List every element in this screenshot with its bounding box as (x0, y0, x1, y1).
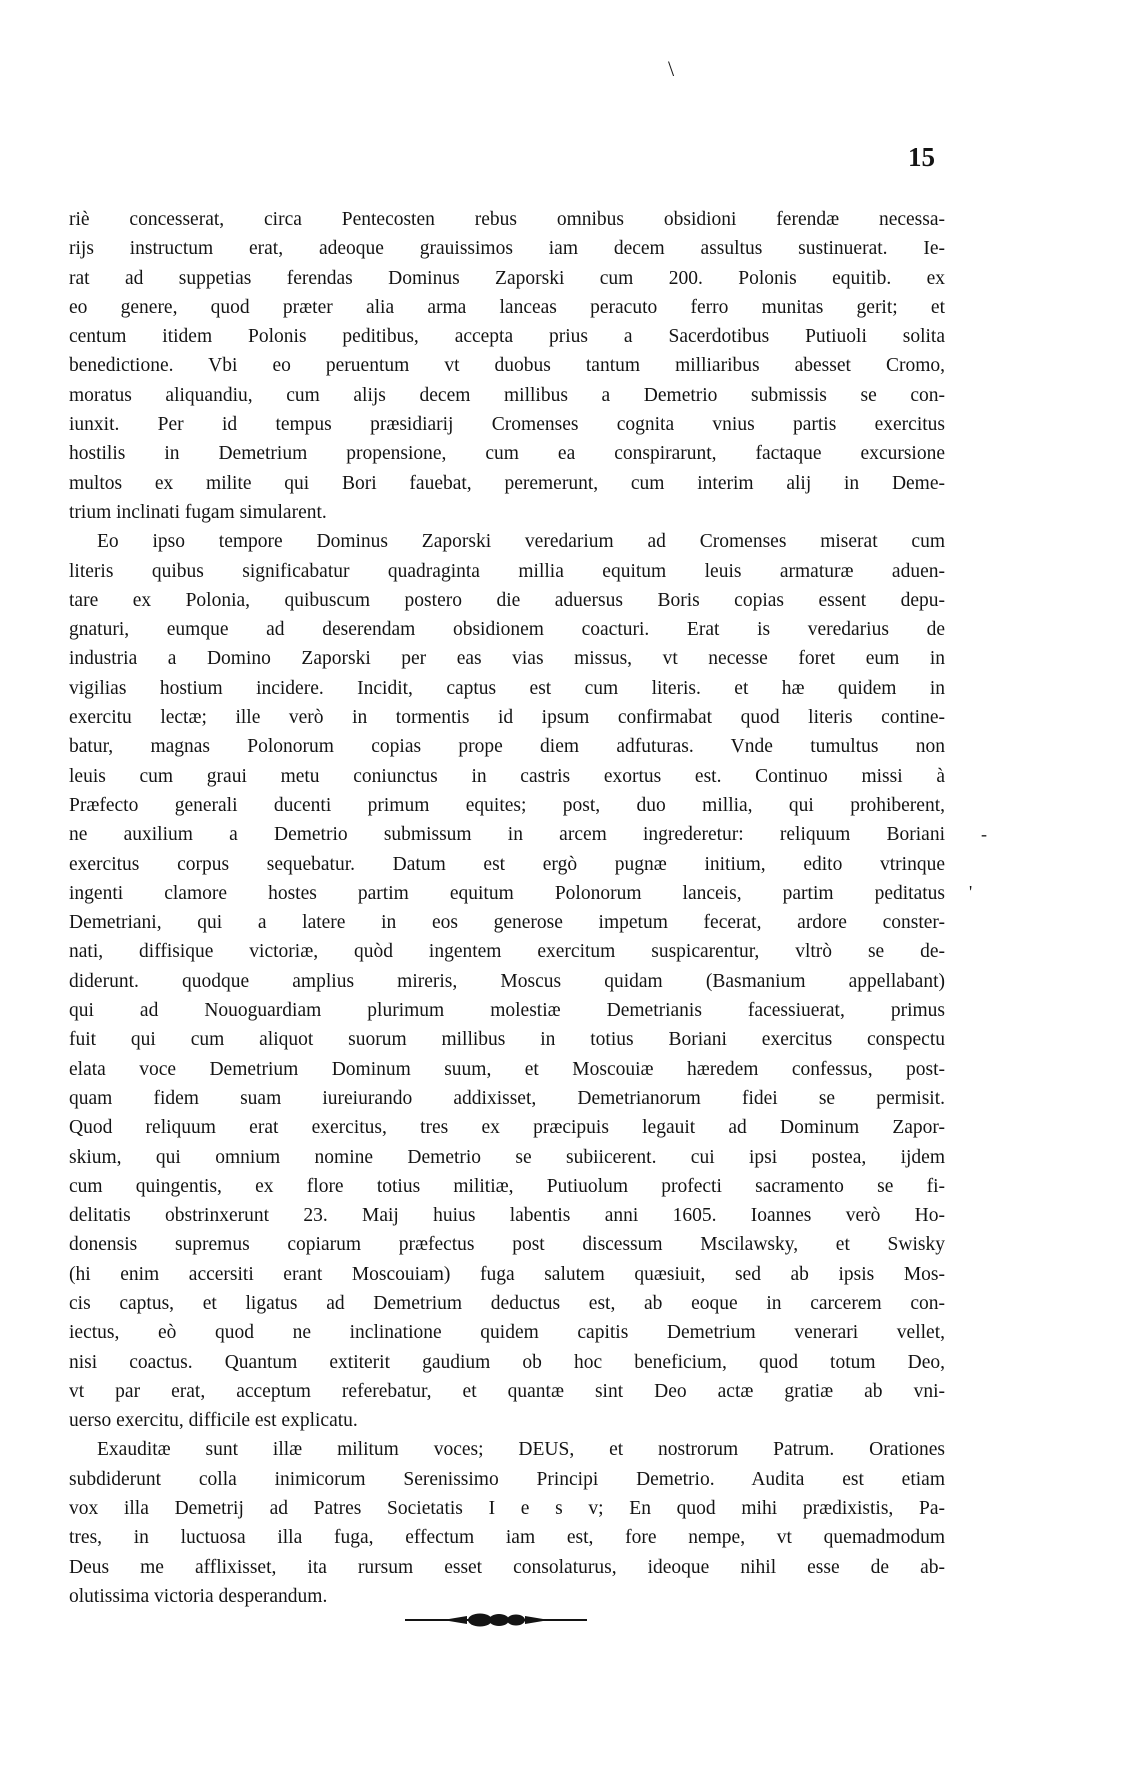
text-line: industria a Domino Zaporski per eas vias missus, vt necesse foret eum in (69, 648, 945, 670)
text-line: uerso exercitu, difficile est explicatu. (69, 1410, 358, 1432)
paragraph-2 (69, 527, 945, 1435)
text-line: moratus aliquandiu, cum alijs decem millibus a Demetrio submissis se con- (69, 384, 945, 406)
text-line: rijs instructum erat, adeoque grauissimos iam decem assultus sustinuerat. Ie- (69, 238, 945, 260)
text-line: ingenti clamore hostes partim equitum Polonorum lanceis, partim peditatus (69, 882, 945, 904)
margin-tick-mark: ' (969, 882, 973, 902)
text-line: benedictione. Vbi eo peruentum vt duobus tantum milliaribus abesset Cromo, (69, 355, 945, 377)
text-line: hostilis in Demetrium propensione, cum ea conspirarunt, factaque excursione (69, 443, 945, 465)
text-line: riè concesserat, circa Pentecosten rebus omnibus obsidioni ferendæ necessa- (69, 209, 945, 230)
text-line: tare ex Polonia, quibuscum postero die aduersus Boris copias essent depu- (69, 589, 945, 611)
text-line: elata voce Demetrium Dominum suum, et Moscouiæ hæredem confessus, post- (69, 1058, 945, 1080)
text-line: literis quibus significabatur quadraginta millia equitum leuis armaturæ aduen- (69, 560, 945, 582)
text-line: Quod reliquum erat exercitus, tres ex præcipuis legauit ad Dominum Zapor- (69, 1117, 945, 1139)
text-line: vox illa Demetrij ad Patres Societatis I e s v; En quod mihi prædixistis, Pa- (69, 1498, 945, 1520)
text-line: quam fidem suam iureiurando addixisset, Demetrianorum fidei se permisit. (69, 1087, 945, 1109)
text-line: donensis supremus copiarum præfectus post discessum Mscilawsky, et Swisky (69, 1234, 945, 1256)
text-line: Deus me afflixisset, ita rursum esset consolaturus, ideoque nihil esse de ab- (69, 1556, 945, 1578)
text-line: eo genere, quod præter alia arma lanceas peracuto ferro munitas gerit; et (69, 296, 945, 318)
text-line: subdiderunt colla inimicorum Serenissimo Principi Demetrio. Audita est etiam (69, 1468, 945, 1490)
text-line: leuis cum graui metu coniunctus in castris exortus est. Continuo missi à (69, 765, 945, 787)
page-number: 15 (908, 142, 935, 172)
text-line: vigilias hostium incidere. Incidit, captus est cum literis. et hæ quidem in (69, 677, 945, 699)
text-line: rat ad suppetias ferendas Dominus Zaporski cum 200. Polonis equitib. ex (69, 267, 945, 289)
text-line: tres, in luctuosa illa fuga, effectum iam est, fore nempe, vt quemadmodum (69, 1527, 945, 1549)
text-line: Demetriani, qui a latere in eos generose impetum fecerat, ardore conster- (69, 912, 945, 934)
text-line: skium, qui omnium nomine Demetrio se subiicerent. cui ipsi postea, ijdem (69, 1146, 945, 1168)
text-line: Præfecto generali ducenti primum equites; post, duo millia, qui prohiberent, (69, 794, 945, 816)
text-line: centum itidem Polonis peditibus, accepta prius a Sacerdotibus Putiuoli solita (69, 326, 945, 348)
text-line: delitatis obstrinxerunt 23. Maij huius labentis anni 1605. Ioannes verò Ho- (69, 1205, 945, 1227)
text-line: iunxit. Per id tempus præsidiarij Cromenses cognita vnius partis exercitus (69, 414, 945, 436)
text-line: fuit qui cum aliquot suorum millibus in totius Boriani exercitus conspectu (69, 1029, 945, 1051)
text-line: vt par erat, acceptum referebatur, et quantæ sint Deo actæ gratiæ ab vni- (69, 1380, 945, 1402)
text-line: nisi coactus. Quantum extiterit gaudium ob hoc beneficium, quod totum Deo, (69, 1351, 945, 1373)
margin-dash-mark: - (981, 824, 987, 844)
paragraph-3 (69, 1435, 945, 1611)
text-line: exercitus corpus sequebatur. Datum est ergò pugnæ initium, edito vtrinque (69, 853, 945, 875)
text-line: cum quingentis, ex flore totius militiæ, Putiuolum profecti sacramento se fi- (69, 1175, 945, 1197)
text-line: multos ex milite qui Bori fauebat, peremerunt, cum interim alij in Deme- (69, 472, 945, 494)
text-line: nati, diffisique victoriæ, quòd ingentem exercitum suspicarentur, vltrò se de- (69, 941, 945, 963)
text-line: gnaturi, eumque ad deserendam obsidionem coacturi. Erat is veredarius de (69, 619, 945, 641)
text-line: batur, magnas Polonorum copias prope diem adfuturas. Vnde tumultus non (69, 736, 945, 758)
text-line: (hi enim accersiti erant Moscouiam) fuga salutem quæsiuit, sed ab ipsis Mos- (69, 1263, 945, 1285)
top-stray-mark: \ (668, 56, 675, 81)
ornament-rule-icon (405, 1610, 587, 1630)
text-line: ne auxilium a Demetrio submissum in arcem ingrederetur: reliquum Boriani (69, 824, 945, 846)
text-line: Eo ipso tempore Dominus Zaporski veredarium ad Cromenses miserat cum (97, 531, 945, 553)
text-line: iectus, eò quod ne inclinatione quidem capitis Demetrium venerari vellet, (69, 1322, 945, 1344)
text-line: olutissima victoria desperandum. (69, 1585, 328, 1607)
text-line: qui ad Nouoguardiam plurimum molestiæ Demetrianis facessiuerat, primus (69, 1000, 945, 1022)
page-body (69, 205, 945, 1611)
text-line: diderunt. quodque amplius mireris, Moscus quidam (Basmanium appellabant) (69, 970, 945, 992)
text-line: exercitu lectæ; ille verò in tormentis id ipsum confirmabat quod literis contine- (69, 707, 945, 729)
text-line: trium inclinati fugam simularent. (69, 501, 327, 523)
paragraph-1 (69, 205, 945, 527)
text-line: Exauditæ sunt illæ militum voces; DEUS, et nostrorum Patrum. Orationes (97, 1439, 945, 1461)
text-line: cis captus, et ligatus ad Demetrium deductus est, ab eoque in carcerem con- (69, 1292, 945, 1314)
